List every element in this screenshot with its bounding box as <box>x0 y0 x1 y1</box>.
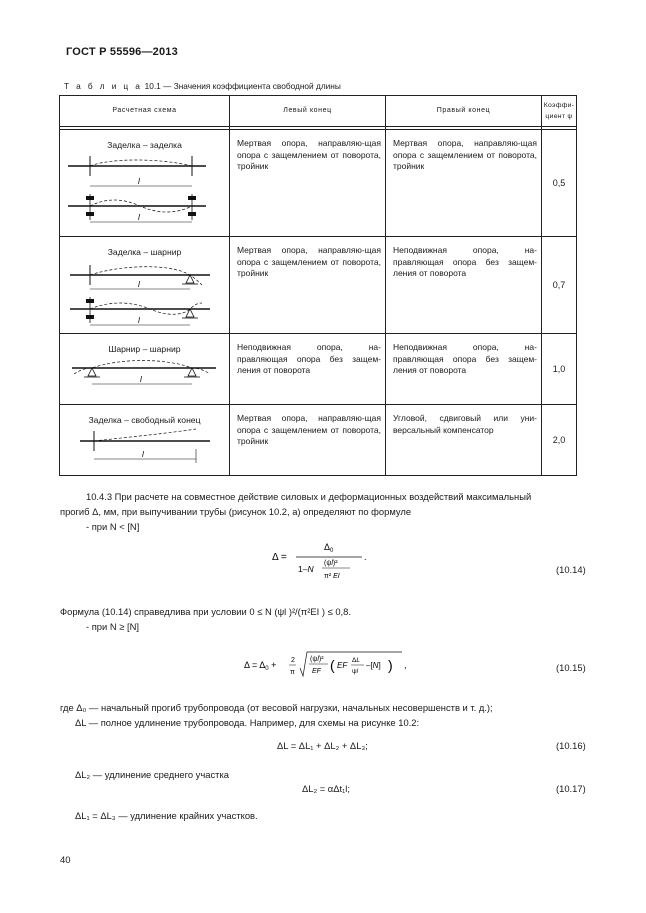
svg-text:.: . <box>364 552 367 562</box>
svg-text:l: l <box>138 280 140 289</box>
svg-text:l: l <box>142 450 144 459</box>
right-end-cell: Неподвижная опора, на-правляющая опора без защем-ления от поворота <box>386 334 542 405</box>
svg-text:–[N]: –[N] <box>366 661 381 670</box>
condition-2: - при N ≥ [N] <box>86 621 139 632</box>
svg-text:l: l <box>138 213 140 222</box>
formula-10-16: ΔL = ΔL₁ + ΔL₂ + ΔL₃; <box>277 740 368 751</box>
scheme-cell <box>60 130 230 237</box>
scheme-cell <box>60 405 230 476</box>
table-row <box>60 130 577 237</box>
document-code: ГОСТ Р 55596—2013 <box>66 46 178 58</box>
equation-number: (10.16) <box>556 740 586 751</box>
scheme-hinge-hinge-diagram <box>60 354 228 404</box>
scheme-cell <box>60 334 230 405</box>
left-end-cell: Неподвижная опора, на-правляющая опора без защем-ления от поворота <box>230 334 386 405</box>
col-header-left: Левый конец <box>230 96 386 127</box>
scheme-title: Заделка – шарнир <box>107 247 182 257</box>
coef-cell: 0,7 <box>542 237 577 334</box>
left-end-cell: Мертвая опора, направляю-щая опора с защемлением от поворота, тройник <box>230 130 386 237</box>
table-row <box>60 405 577 476</box>
coefficient-table <box>59 95 577 476</box>
svg-text:ψl: ψl <box>352 668 359 675</box>
svg-text:π² EI: π² EI <box>324 573 340 580</box>
deltaL2-text: ΔL₂ — удлинение среднего участка <box>75 769 229 780</box>
paragraph-10-4-3-cont: прогиб Δ, мм, при выпучивании трубы (рисунок 10.2, а) определяют по формуле <box>60 506 412 517</box>
right-end-cell: Мертвая опора, направляю-щая опора с защемлением от поворота, тройник <box>386 130 542 237</box>
table-row <box>60 237 577 334</box>
svg-text:(ψl)²: (ψl)² <box>324 560 338 567</box>
coef-cell: 1,0 <box>542 334 577 405</box>
scheme-fixed-hinge-diagram <box>60 257 228 333</box>
col-header-coef: Коэффи-циент ψ <box>542 96 577 127</box>
svg-text:l: l <box>140 375 142 384</box>
left-end-cell: Мертвая опора, направляю-щая опора с защемлением от поворота, тройник <box>230 237 386 334</box>
where-delta0: где Δ₀ — начальный прогиб трубопровода (от весовой нагрузки, начальных несовершенств и т. д.); <box>60 702 493 713</box>
svg-text:l: l <box>138 177 140 186</box>
equation-number: (10.14) <box>556 564 586 575</box>
formula-10-17: ΔL₂ = αΔt₁l; <box>302 783 350 794</box>
col-header-scheme: Расчетная схема <box>60 96 230 127</box>
svg-text:ΔL: ΔL <box>352 657 360 664</box>
svg-text:Δ0: $\Delta_0$ <box>324 542 334 554</box>
left-end-cell: Мертвая опора, направляю-щая опора с защемлением от поворота, тройник <box>230 405 386 476</box>
right-end-cell: Угловой, сдвиговый или уни-версальный компенсатор <box>386 405 542 476</box>
svg-text:,: , <box>404 660 407 670</box>
paragraph-10-4-3: 10.4.3 При расчете на совместное действие силовых и деформационных воздействий максимальный <box>86 491 532 502</box>
svg-text:(: ( <box>330 657 335 673</box>
where-deltaL: ΔL — полное удлинение трубопровода. Например, для схемы на рисунке 10.2: <box>75 717 420 728</box>
coef-cell: 0,5 <box>542 130 577 237</box>
equation-number: (10.17) <box>556 783 586 794</box>
equation-number: (10.15) <box>556 662 586 673</box>
scheme-fixed-free-diagram <box>60 425 228 475</box>
scheme-title: Заделка – свободный конец <box>88 415 201 425</box>
svg-text:(ψl)²: (ψl)² <box>310 656 324 663</box>
svg-text:l: l <box>138 316 140 325</box>
deltaL13-text: ΔL₁ = ΔL₃ — удлинение крайних участков. <box>75 810 258 821</box>
svg-text:Δ = Δ0 +: $\Delta = \Delta_0$ + <box>244 660 277 672</box>
svg-text:2: 2 <box>291 657 295 664</box>
page-number: 40 <box>60 855 71 866</box>
scheme-cell <box>60 237 230 334</box>
validity-text: Формула (10.14) справедлива при условии 0 ≤ N (ψl )²/(π²EI ) ≤ 0,8. <box>60 606 351 617</box>
svg-text:EF: EF <box>337 661 348 670</box>
col-header-right: Правый конец <box>386 96 542 127</box>
condition-1: - при N < [N] <box>86 521 140 532</box>
scheme-title: Заделка – заделка <box>107 140 182 150</box>
svg-text:EF: EF <box>312 668 321 675</box>
table-header-row <box>60 96 577 127</box>
scheme-fixed-fixed-diagram <box>60 150 228 232</box>
scheme-title: Шарнир – шарнир <box>108 344 181 354</box>
svg-text:π: π <box>290 669 295 676</box>
formula-10-14 <box>270 538 390 584</box>
table-caption: Т а б л и ц а 10.1 — Значения коэффициента свободной длины <box>64 81 341 91</box>
svg-text:Δ =: Δ = <box>272 552 287 563</box>
formula-10-15 <box>242 646 422 684</box>
svg-text:1–N: 1–N <box>298 564 314 574</box>
svg-text:): ) <box>388 657 393 673</box>
right-end-cell: Неподвижная опора, на-правляющая опора без защем-ления от поворота <box>386 237 542 334</box>
table-row <box>60 334 577 405</box>
coef-cell: 2,0 <box>542 405 577 476</box>
